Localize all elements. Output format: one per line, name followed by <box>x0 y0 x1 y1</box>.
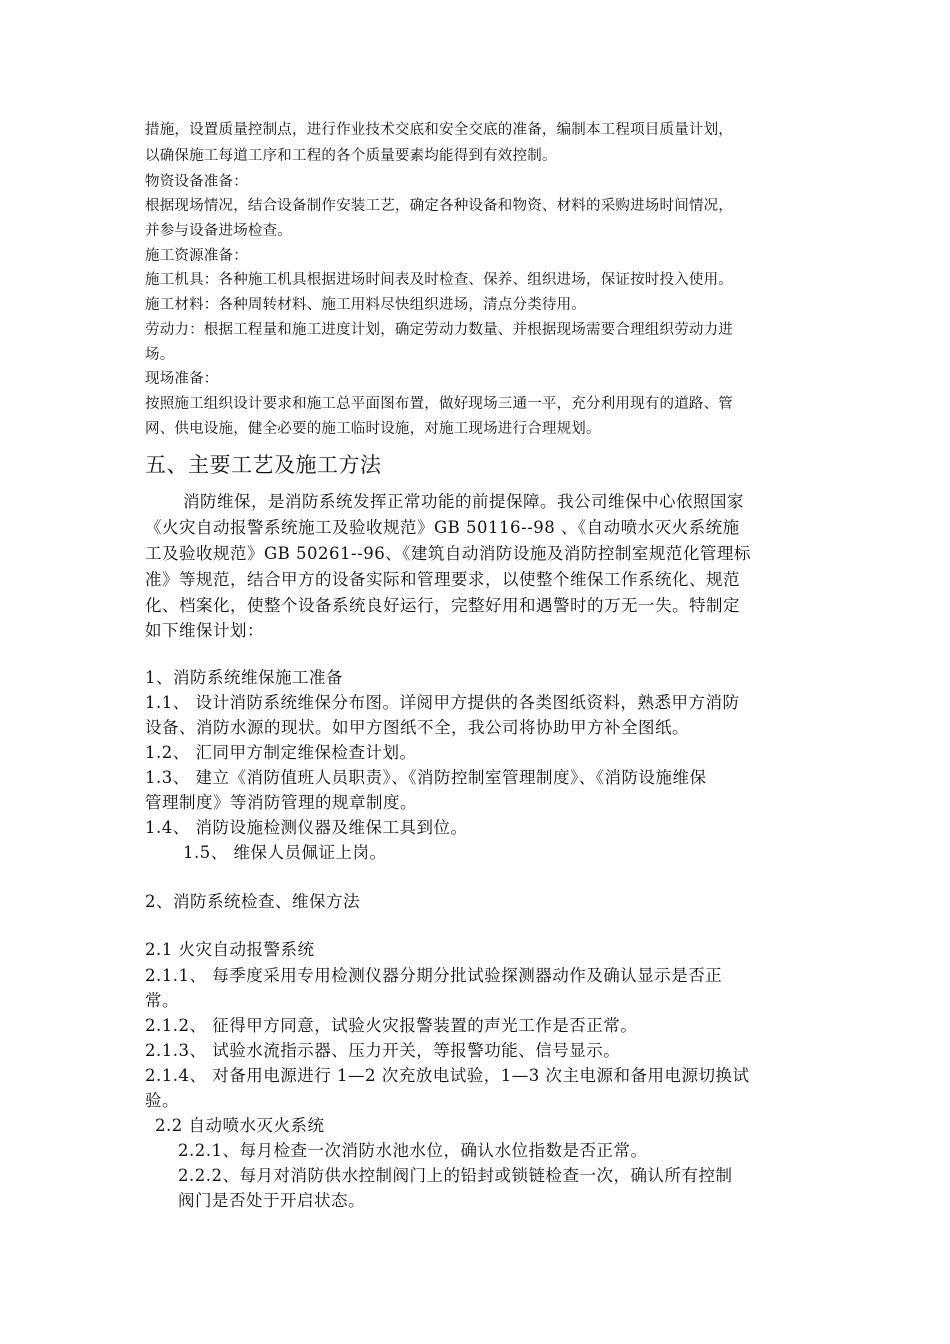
paragraph-line: 准》等规范，结合甲方的设备实际和管理要求，以使整个维保工作系统化、规范 <box>145 570 740 589</box>
part2-title: 2、消防系统检查、维保方法 <box>145 892 360 911</box>
text-line: 劳动力：根据工程量和施工进度计划，确定劳动力数量、并根据现场需要合理组织劳动力进 <box>145 322 733 338</box>
part1-title: 1、消防系统维保施工准备 <box>145 668 343 687</box>
list-item: 2.1.4、 对备用电源进行 1—2 次充放电试验，1—3 次主电源和备用电源切换试 <box>145 1066 750 1085</box>
text-line: 施工材料：各种周转材料、施工用料尽快组织进场，清点分类待用。 <box>145 297 586 313</box>
list-item: 2.1.3、 试验水流指示器、压力开关，等报警功能、信号显示。 <box>145 1041 621 1060</box>
list-item: 1.2、 汇同甲方制定维保检查计划。 <box>145 743 417 762</box>
text-line: 并参与设备进场检查。 <box>145 223 292 239</box>
list-item: 2.1.2、 征得甲方同意，试验火灾报警装置的声光工作是否正常。 <box>145 1016 638 1035</box>
list-item: 阀门是否处于开启状态。 <box>178 1191 365 1210</box>
list-item: 1.5、 维保人员佩证上岗。 <box>183 843 387 862</box>
text-line: 以确保施工每道工序和工程的各个质量要素均能得到有效控制。 <box>145 148 557 164</box>
text-line: 网、供电设施，健全必要的施工临时设施，对施工现场进行合理规划。 <box>145 421 601 437</box>
list-item: 2.1.1、 每季度采用专用检测仪器分期分批试验探测器动作及确认显示是否正 <box>145 966 723 985</box>
paragraph-line: 如下维保计划： <box>145 621 264 640</box>
list-item: 设备、消防水源的现状。如甲方图纸不全，我公司将协助甲方补全图纸。 <box>145 718 689 737</box>
list-item: 验。 <box>145 1091 179 1110</box>
subsection-title: 2.1 火灾自动报警系统 <box>145 940 315 959</box>
subsection-title: 2.2 自动喷水灭火系统 <box>155 1116 325 1135</box>
text-line: 场。 <box>145 347 175 363</box>
subheading-material-prep: 物资设备准备： <box>145 174 248 190</box>
text-line: 施工机具：各种施工机具根据进场时间表及时检查、保养、组织进场，保证按时投入使用。 <box>145 272 733 288</box>
paragraph-line: 工及验收规范》GB 50261--96、《建筑自动消防设施及消防控制室规范化管理标 <box>145 544 751 563</box>
paragraph-line: 化、档案化，使整个设备系统良好运行，完整好用和遇警时的万无一失。特制定 <box>145 596 740 615</box>
list-item: 2.2.1、每月检查一次消防水池水位，确认水位指数是否正常。 <box>178 1141 648 1160</box>
list-item: 常。 <box>145 991 179 1010</box>
text-line: 措施，设置质量控制点，进行作业技术交底和安全交底的准备，编制本工程项目质量计划， <box>145 122 733 138</box>
subheading-site-prep: 现场准备： <box>145 371 219 387</box>
list-item: 1.4、 消防设施检测仪器及维保工具到位。 <box>145 818 468 837</box>
list-item: 1.1、 设计消防系统维保分布图。详阅甲方提供的各类图纸资料，熟悉甲方消防 <box>145 693 740 712</box>
subheading-resource-prep: 施工资源准备： <box>145 248 248 264</box>
list-item: 1.3、 建立《消防值班人员职责》、《消防控制室管理制度》、《消防设施维保 <box>145 768 707 787</box>
section-title: 五、主要工艺及施工方法 <box>145 453 382 477</box>
text-line: 按照施工组织设计要求和施工总平面图布置，做好现场三通一平，充分利用现有的道路、管 <box>145 396 733 412</box>
paragraph-line: 消防维保，是消防系统发挥正常功能的前提保障。我公司维保中心依照国家 <box>183 492 744 511</box>
list-item: 2.2.2、每月对消防供水控制阀门上的铅封或锁链检查一次，确认所有控制 <box>178 1166 733 1185</box>
text-line: 根据现场情况，结合设备制作安装工艺，确定各种设备和物资、材料的采购进场时间情况， <box>145 198 733 214</box>
list-item: 管理制度》等消防管理的规章制度。 <box>145 793 417 812</box>
paragraph-line: 《火灾自动报警系统施工及验收规范》GB 50116--98 、《自动喷水灭火系统施 <box>145 518 740 537</box>
